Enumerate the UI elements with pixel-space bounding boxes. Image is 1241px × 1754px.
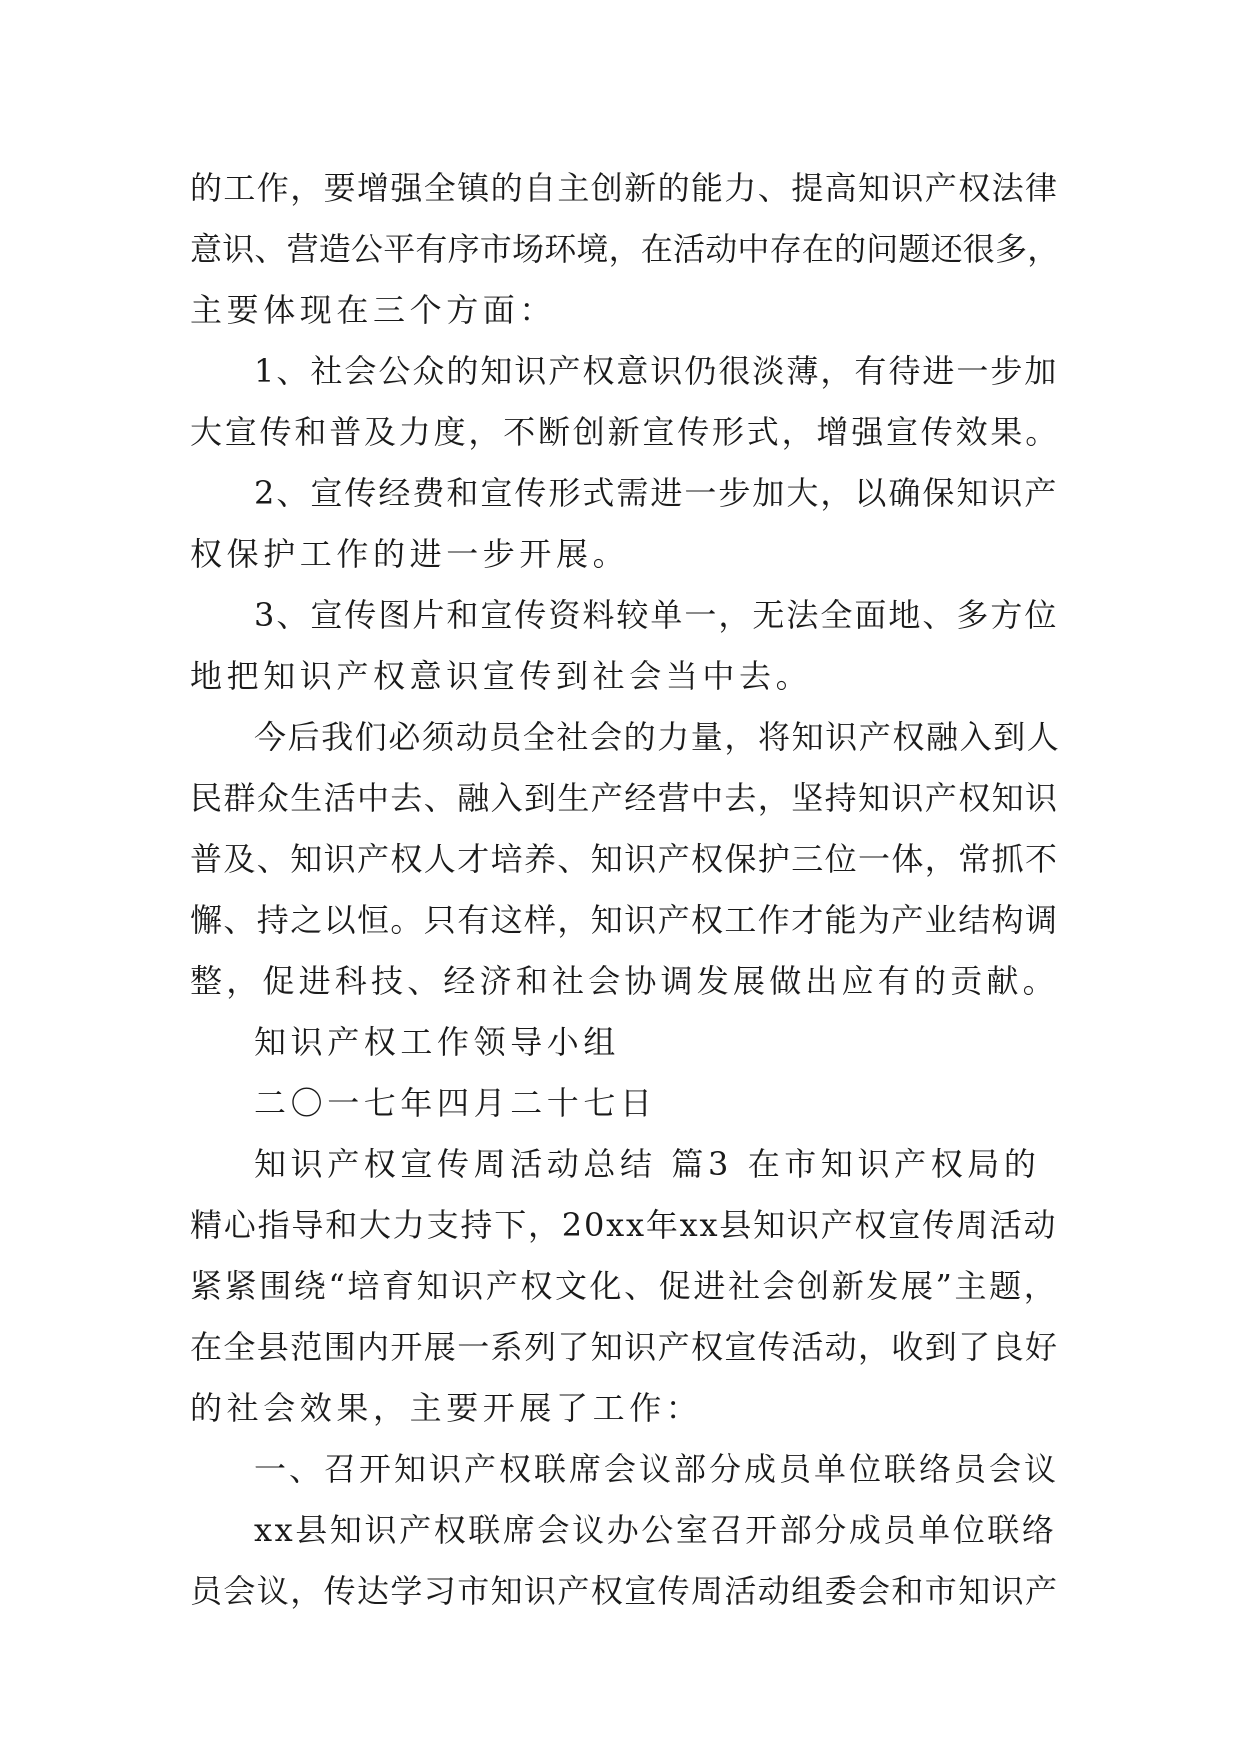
document-body: [190, 158, 1060, 1622]
text-line: 大宣传和普及力度，不断创新宣传形式，增强宣传效果。: [190, 413, 1061, 451]
text-line: 主要体现在三个方面：: [190, 291, 557, 329]
text-line: 知识产权宣传周活动总结 篇3 在市知识产权局的: [254, 1145, 1041, 1183]
text-line: 1、社会公众的知识产权意识仍很淡薄，有待进一步加: [254, 352, 1059, 390]
text-line: 地把知识产权意识宣传到社会当中去。: [190, 657, 813, 695]
text-line: 今后我们必须动员全社会的力量，将知识产权融入到人: [254, 718, 1061, 756]
text-line: 在全县范围内开展一系列了知识产权宣传活动，收到了良好: [190, 1328, 1059, 1366]
text-line: 2、宣传经费和宣传形式需进一步加大，以确保知识产: [254, 474, 1059, 512]
text-line: 懈、持之以恒。只有这样，知识产权工作才能为产业结构调: [190, 901, 1059, 939]
text-line: 民群众生活中去、融入到生产经营中去，坚持知识产权知识: [190, 779, 1059, 817]
text-line: 知识产权工作领导小组: [254, 1023, 621, 1061]
text-line: 意识、营造公平有序市场环境，在活动中存在的问题还很多，: [190, 230, 1060, 268]
text-line: 的工作，要增强全镇的自主创新的能力、提高知识产权法律: [190, 169, 1059, 207]
text-line: 员会议，传达学习市知识产权宣传周活动组委会和市知识产: [190, 1572, 1059, 1610]
text-line: xx县知识产权联席会议办公室召开部分成员单位联络: [254, 1511, 1057, 1549]
text-line: 的社会效果，主要开展了工作：: [190, 1389, 703, 1427]
text-line: 权保护工作的进一步开展。: [190, 535, 630, 573]
text-line: 普及、知识产权人才培养、知识产权保护三位一体，常抓不: [190, 840, 1059, 878]
text-line: 3、宣传图片和宣传资料较单一，无法全面地、多方位: [254, 596, 1059, 634]
text-line: 精心指导和大力支持下，20xx年xx县知识产权宣传周活动: [190, 1206, 1058, 1244]
text-line: 紧紧围绕“培育知识产权文化、促进社会创新发展”主题，: [190, 1267, 1059, 1305]
text-line: 一、召开知识产权联席会议部分成员单位联络员会议: [254, 1450, 1060, 1488]
text-line: 整，促进科技、经济和社会协调发展做出应有的贡献。: [190, 962, 1059, 1000]
text-line: 二〇一七年四月二十七日: [254, 1084, 657, 1122]
